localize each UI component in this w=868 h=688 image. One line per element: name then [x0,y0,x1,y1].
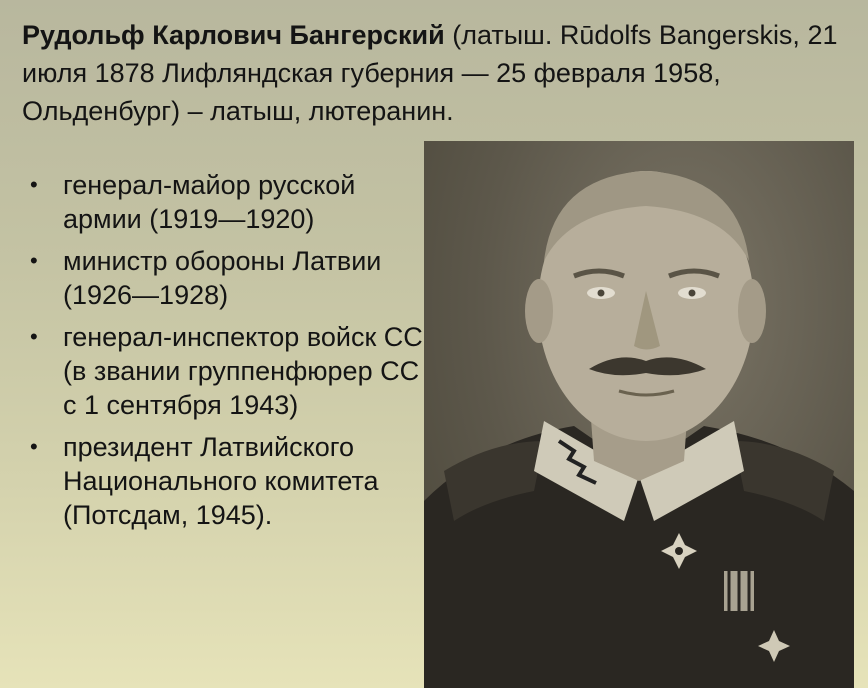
person-name: Рудольф Карлович Бангерский [22,20,445,50]
bullet-icon: • [30,434,38,459]
intro-paragraph [22,16,852,130]
list-item-text: генерал-инспектор войск СС (в звании группенфюрер СС с 1 сентября 1943) [63,322,423,420]
list-item [30,320,425,422]
list-item [30,244,425,312]
list-item [30,168,425,236]
list-item-text: генерал-майор русской армии (1919—1920) [63,170,356,234]
portrait-photo [424,141,854,688]
list-item-text: президент Латвийского Национального комитета (Потсдам, 1945). [63,432,379,530]
facts-list [30,168,425,540]
list-item [30,430,425,532]
bullet-icon: • [30,248,38,273]
bullet-icon: • [30,324,38,349]
list-item-text: министр обороны Латвии (1926—1928) [63,246,382,310]
bullet-icon: • [30,172,38,197]
portrait-illustration [424,141,854,688]
intro-text: (латыш. Rūdolfs Bangerskis, 21 июля 1878 Лифляндская губерния — 25 февраля 1958, Ольденбург) – латыш, лютеранин. [22,20,838,126]
